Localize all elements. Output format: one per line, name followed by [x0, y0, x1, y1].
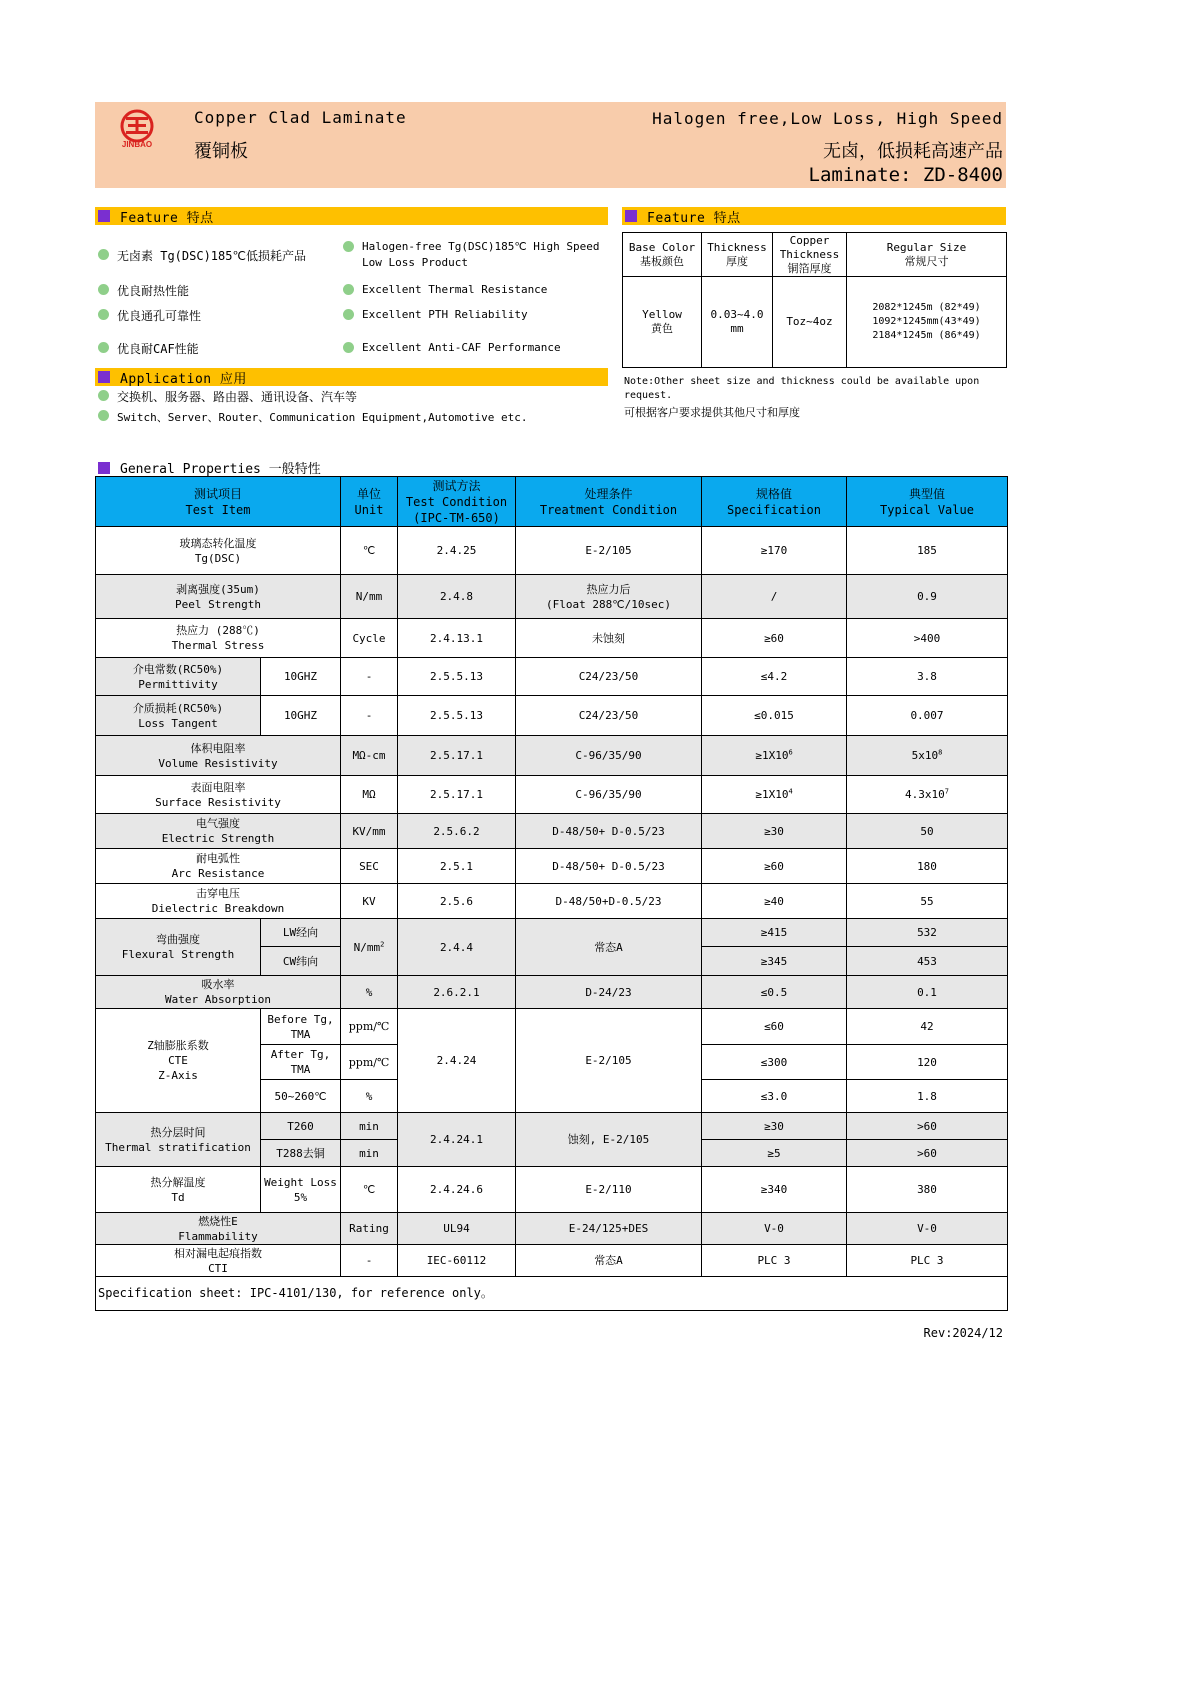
- tagline-cn: 无卤，低损耗高速产品: [823, 141, 1003, 162]
- table-footer-row: [96, 1277, 1008, 1311]
- header-unit: 单位 Unit: [341, 477, 398, 527]
- table-row: 吸水率 Water Absorption % 2.6.2.1 D-24/23 ≤0.5 0.1: [96, 976, 1008, 1009]
- bullet-icon: [343, 309, 354, 320]
- tagline-en: Halogen free,Low Loss, High Speed: [652, 109, 1003, 128]
- size-thickness: 0.03~4.0 mm: [702, 277, 773, 368]
- section-marker-icon: [98, 371, 110, 383]
- application-en: Switch、Server、Router、Communication Equipment,Automotive etc.: [117, 411, 528, 424]
- feature-cn-3: 优良通孔可靠性: [117, 309, 202, 323]
- title-en: Copper Clad Laminate: [194, 108, 407, 127]
- application-title: Application 应用: [120, 371, 247, 387]
- header-spec: 规格值 Specification: [702, 477, 847, 527]
- header-typical: 典型值 Typical Value: [847, 477, 1008, 527]
- size-header-thickness: Thickness 厚度: [702, 233, 773, 277]
- table-row: 50~260℃ % ≤3.0 1.8: [96, 1080, 1008, 1113]
- size-header-copper: Copper Thickness 铜箔厚度: [773, 233, 847, 277]
- size-color: Yellow 黄色: [623, 277, 702, 368]
- table-row: CW纬向 ≥345 453: [96, 947, 1008, 976]
- laminate-model: Laminate: ZD-8400: [808, 164, 1003, 186]
- bullet-icon: [343, 342, 354, 353]
- table-row: 玻璃态转化温度 Tg(DSC) ℃ 2.4.25 E-2/105 ≥170 185: [96, 527, 1008, 575]
- table-row: 弯曲强度 Flexural Strength LW经向 $N/mm^2$ 2.4.4 常态A ≥415 532: [96, 919, 1008, 947]
- bullet-icon: [98, 342, 109, 353]
- table-row: Z轴膨胀系数 CTE Z-Axis Before Tg, TMA ppm/℃ 2.4.24 E-2/105 ≤60 42: [96, 1009, 1008, 1045]
- table-row: 电气强度 Electric Strength KV/mm 2.5.6.2 D-48/50+ D-0.5/23 ≥30 50: [96, 814, 1008, 849]
- table-row: 热分解温度 Td Weight Loss 5% ℃ 2.4.24.6 E-2/110 ≥340 380: [96, 1167, 1008, 1213]
- feature-cn-2: 优良耐热性能: [117, 284, 190, 298]
- bullet-icon: [98, 249, 109, 260]
- table-row: 剥离强度(35um) Peel Strength N/mm 2.4.8 热应力后 (Float 288℃/10sec) / 0.9: [96, 575, 1008, 619]
- feature-en-2: Excellent Thermal Resistance: [362, 283, 548, 296]
- bullet-icon: [98, 284, 109, 295]
- table-row: 热应力 (288℃) Thermal Stress Cycle 2.4.13.1 未蚀刻 ≥60 >400: [96, 619, 1008, 658]
- application-cn: 交换机、服务器、路由器、通讯设备、汽车等: [117, 390, 358, 404]
- size-note-en: Note:Other sheet size and thickness could be available upon request.: [624, 376, 980, 401]
- table-row: 介电常数(RC50%) Permittivity 10GHZ - 2.5.5.13 C24/23/50 ≤4.2 3.8: [96, 658, 1008, 696]
- size-regular: 2082*1245m (82*49) 1092*1245mm(43*49) 2184*1245m (86*49): [847, 277, 1007, 368]
- table-row: 耐电弧性 Arc Resistance SEC 2.5.1 D-48/50+ D-0.5/23 ≥60 180: [96, 849, 1008, 884]
- properties-table: [95, 476, 1008, 1311]
- table-row: 相对漏电起痕指数 CTI - IEC-60112 常态A PLC 3 PLC 3: [96, 1245, 1008, 1277]
- feature-en-1: Halogen-free Tg(DSC)185℃ High Speed Low Loss Product: [362, 240, 600, 269]
- feature2-section-bar: [622, 207, 1006, 225]
- table-header-row: [96, 477, 1008, 527]
- feature-en-3: Excellent PTH Reliability: [362, 308, 528, 321]
- feature-title: Feature 特点: [120, 210, 214, 226]
- feature-section-bar: [95, 207, 608, 225]
- bullet-icon: [98, 410, 109, 421]
- section-marker-icon: [625, 210, 637, 222]
- table-row: 介质损耗(RC50%) Loss Tangent 10GHZ - 2.5.5.13 C24/23/50 ≤0.015 0.007: [96, 696, 1008, 736]
- size-header-color: Base Color 基板颜色: [623, 233, 702, 277]
- feature-cn-4: 优良耐CAF性能: [117, 342, 199, 356]
- feature-en-4: Excellent Anti-CAF Performance: [362, 341, 561, 354]
- bullet-icon: [343, 284, 354, 295]
- header-test-item: 测试项目 Test Item: [96, 477, 341, 527]
- title-cn: 覆铜板: [194, 141, 248, 162]
- general-section-title: General Properties 一般特性: [95, 458, 321, 477]
- table-row: 表面电阻率 Surface Resistivity MΩ 2.5.17.1 C-96/35/90 $\ge 1X10^4$ $4.3x10^7$: [96, 776, 1008, 814]
- size-table: [622, 232, 1007, 368]
- revision: Rev:2024/12: [923, 1326, 1003, 1340]
- table-row: After Tg, TMA ppm/℃ ≤300 120: [96, 1045, 1008, 1080]
- section-marker-icon: [98, 210, 110, 222]
- size-copper: Toz~4oz: [773, 277, 847, 368]
- size-header-regular: Regular Size 常规尺寸: [847, 233, 1007, 277]
- table-row: T288去铜 min ≥5 >60: [96, 1140, 1008, 1167]
- header-treatment: 处理条件 Treatment Condition: [516, 477, 702, 527]
- table-row: 热分层时间 Thermal stratification T260 min 2.4.24.1 蚀刻, E-2/105 ≥30 >60: [96, 1113, 1008, 1140]
- section-marker-icon: [98, 462, 110, 474]
- spec-sheet-note: Specification sheet: IPC-4101/130, for reference only。: [96, 1277, 1008, 1311]
- bullet-icon: [98, 390, 109, 401]
- feature-cn-1: 无卤素 Tg(DSC)185℃低损耗产品: [117, 249, 306, 263]
- header-method: 测试方法 Test Condition (IPC-TM-650): [398, 477, 516, 527]
- feature2-title: Feature 特点: [647, 210, 741, 226]
- bullet-icon: [343, 241, 354, 252]
- table-row: 燃烧性E Flammability Rating UL94 E-24/125+DES V-0 V-0: [96, 1213, 1008, 1245]
- application-section-bar: [95, 368, 608, 386]
- bullet-icon: [98, 309, 109, 320]
- logo-text: JINBAO: [121, 140, 153, 149]
- table-row: 体积电阻率 Volume Resistivity MΩ-cm 2.5.17.1 C-96/35/90 $\ge 1X10^6$ $5x10^8$: [96, 736, 1008, 776]
- size-note-cn: 可根据客户要求提供其他尺寸和厚度: [624, 406, 800, 419]
- table-row: 击穿电压 Dielectric Breakdown KV 2.5.6 D-48/50+D-0.5/23 ≥40 55: [96, 884, 1008, 919]
